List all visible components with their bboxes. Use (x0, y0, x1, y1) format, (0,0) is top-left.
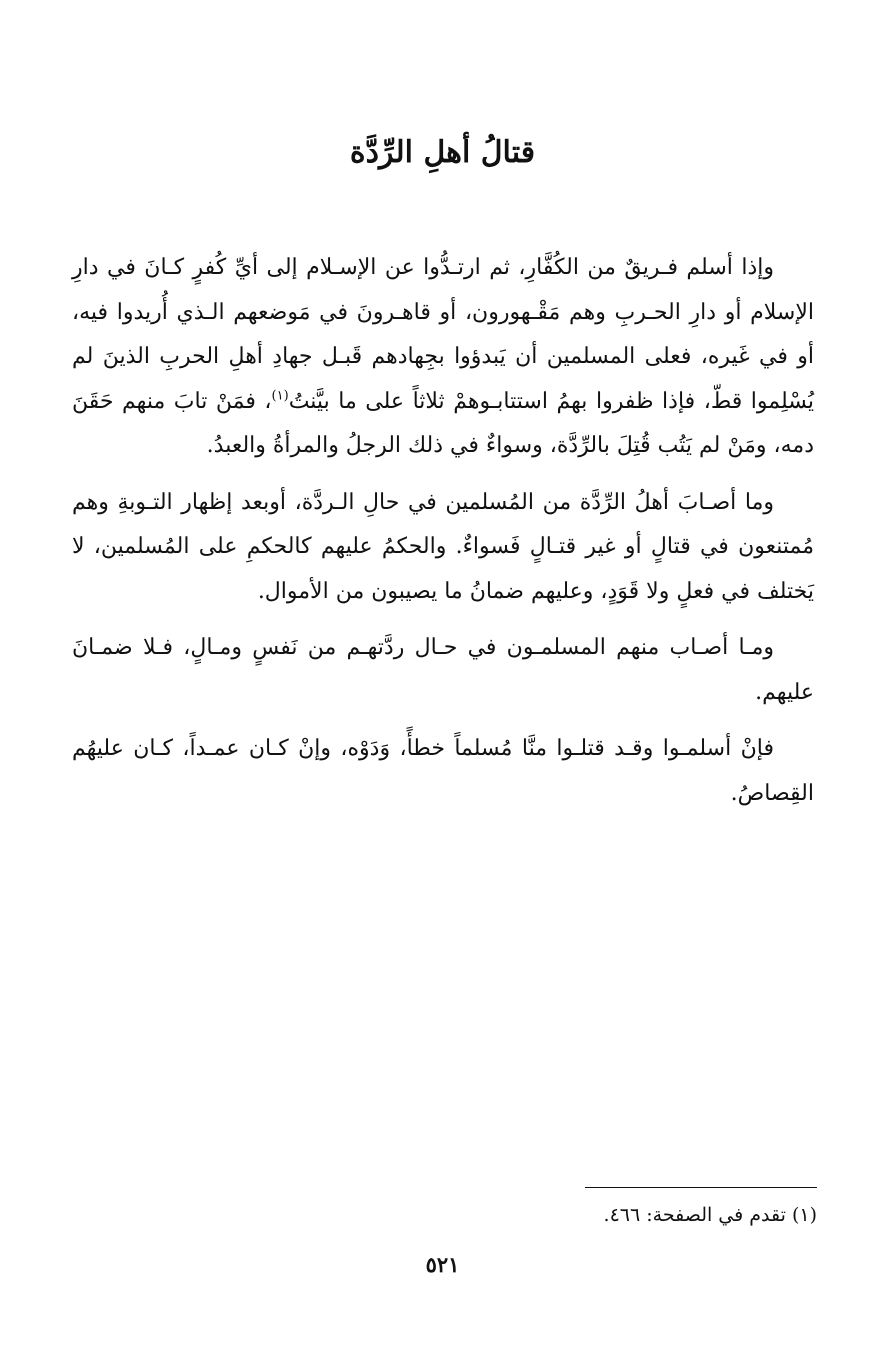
page-number: ٥٢١ (425, 1252, 460, 1277)
paragraph-1-text-after-note: ، فمَنْ تابَ منهم حَقَنَ دمه، ومَنْ لم يَتُب قُتِلَ بالرِّدَّة، وسواءٌ في ذلك الرجلُ والمرأةُ والعبدُ. (72, 388, 814, 458)
footnote-divider (585, 1187, 817, 1188)
paragraph-1 (72, 246, 814, 469)
paragraph-2: وما أصـابَ أهلُ الرِّدَّة من المُسلمين في حالِ الـردَّة، أوبعد إظهار التـوبةِ وهم مُمتنعون في قتالٍ أو غير قتـالٍ فَسواءٌ. والحكمُ عليهم كالحكمِ على المُسلمين، لا يَختلف في فعلٍ ولا قَوَدٍ، وعليهم ضمانُ ما يصيبون من الأموال. (72, 489, 814, 604)
footnote-reference[interactable]: (١) (271, 388, 289, 404)
main-text (72, 246, 814, 828)
paragraph-3: ومـا أصـاب منهم المسلمـون في حـال ردَّتهـم من نَفسٍ ومـالٍ، فـلا ضمـانَ عليهم. (72, 635, 814, 705)
paragraph-4: فإنْ أسلمـوا وقـد قتلـوا منَّا مُسلماً خطأً، وَدَوْه، وإنْ كـان عمـداً، كـان عليهُم القِصاصُ. (72, 736, 814, 806)
chapter-title: قتالُ أهلِ الرِّدَّة (349, 135, 536, 170)
footnote: (١) تقدم في الصفحة: ٤٦٦. (603, 1204, 817, 1226)
paragraph-1-text-before-note: وإذا أسلم فـريقٌ من الكُفَّارِ، ثم ارتـدُّوا عن الإسـلام إلى أيِّ كُفرٍ كـانَ في دارِ الإسلام أو دارِ الحـربِ وهم مَقْـهورون، أو قاهـرونَ في مَوضعهم الـذي أُريدوا فيه، أو في غَيره، فعلى المسلمين أن يَبدؤوا بجِهادهم قَبـل جهادِ أهلِ الحربِ الذينَ لم يُسْلِموا قطّ، فإذا ظفروا بهمُ استتابـوهمْ ثلاثاً على ما بيَّنتُ (72, 255, 815, 414)
